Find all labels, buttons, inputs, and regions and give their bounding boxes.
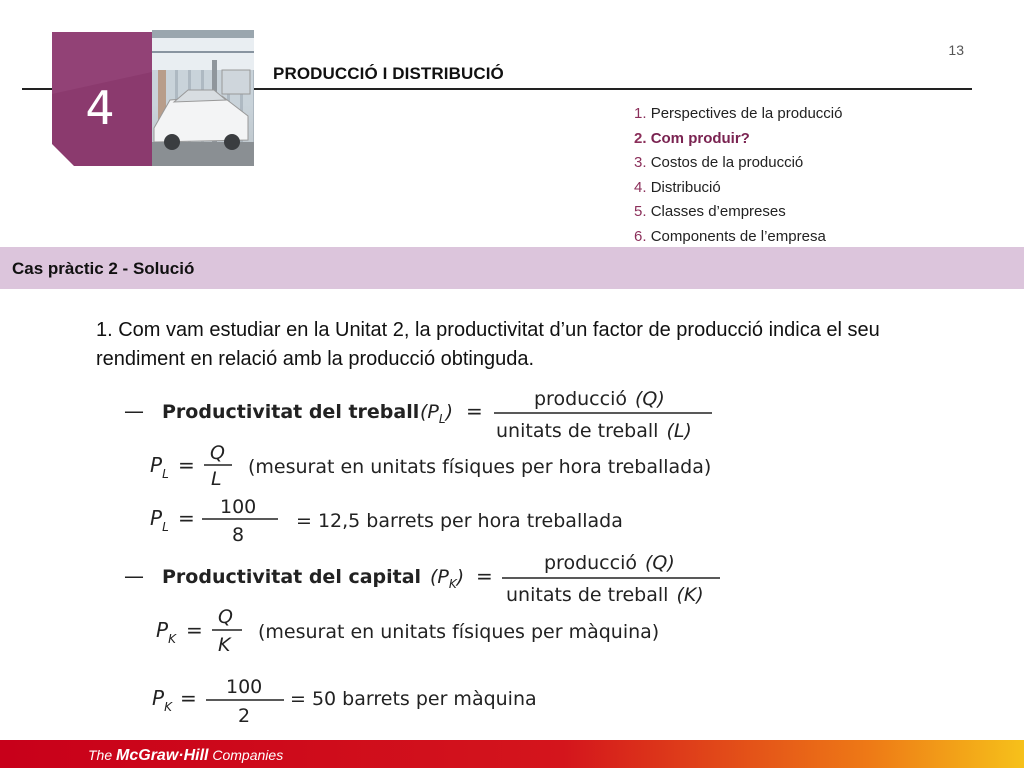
calc-numerator: 100 [220, 496, 257, 518]
toc-item-number: 2. [634, 129, 647, 147]
formula-close: ) [445, 401, 453, 423]
definition-numerator: Q [210, 442, 225, 464]
toc-item-number: 4. [634, 178, 647, 196]
unit-contents-list [634, 102, 842, 249]
publisher-logo [88, 747, 283, 765]
svg-text:PL: $P_L$ [150, 506, 169, 534]
svg-text:=: = [178, 453, 195, 477]
toc-item-label: Components de l’empresa [650, 227, 826, 245]
toc-item-label: Costos de la producció [650, 154, 804, 171]
car-assembly-illustration [152, 30, 254, 166]
formula-label: Productivitat del treball [162, 401, 420, 423]
toc-item-5[interactable] [634, 200, 842, 225]
logo-brand: McGraw·Hill [116, 747, 209, 764]
toc-item-2[interactable] [634, 127, 842, 152]
page-number: 13 [948, 42, 964, 58]
bullet-dash: — [124, 564, 144, 588]
svg-text:unitats de treball(L) [496, 420, 692, 442]
logo-post: Companies [208, 747, 284, 763]
toc-item-4[interactable] [634, 176, 842, 201]
svg-text:=: = [178, 506, 195, 530]
intro-paragraph: 1. Com vam estudiar en la Unitat 2, la productivitat d’un factor de producció indica el seu rendiment en relació amb la producció obtinguda. [96, 319, 880, 370]
definition-denominator: K [218, 634, 231, 656]
formula-close: ) [456, 566, 465, 588]
section-header-bar [0, 247, 1024, 289]
definition-subscript: K [168, 632, 176, 646]
definition-note: (mesurat en unitats físiques per màquina) [258, 621, 660, 643]
fraction-denominator: unitats de treball [506, 584, 669, 606]
calc-result: = 50 barrets per màquina [290, 688, 537, 710]
svg-text:producció(Q) [544, 552, 675, 574]
equals-sign: = [466, 399, 483, 423]
fraction-denominator-var: (L) [666, 420, 692, 442]
toc-item-number: 5. [634, 203, 647, 220]
formula-subscript: L [438, 412, 446, 426]
calc-numerator: 100 [226, 676, 263, 698]
productivity-formulas [110, 385, 750, 730]
toc-item-number: 3. [634, 154, 647, 171]
section-title: Cas pràctic 2 - Solució [12, 259, 195, 278]
svg-text:producció(Q) [534, 388, 665, 410]
definition-symbol: P [156, 618, 169, 642]
svg-text:PK [156, 618, 177, 646]
fraction-denominator: unitats de treball [496, 420, 659, 442]
definition-numerator: Q [218, 606, 233, 628]
logo-pre: The [88, 747, 117, 763]
toc-item-6[interactable] [634, 225, 842, 250]
footer-bar [0, 740, 1024, 768]
labor-productivity-formula [124, 388, 712, 546]
fraction-numerator: producció [534, 388, 627, 410]
svg-text:(PL) [420, 401, 453, 426]
bullet-dash: — [124, 399, 144, 423]
definition-denominator: L [211, 468, 222, 490]
formula-symbol: (P [430, 566, 449, 588]
svg-text:PK: $P_K$ [152, 686, 172, 714]
fraction-numerator-var: (Q) [644, 552, 675, 574]
svg-text:=: = [186, 618, 203, 642]
fraction-denominator-var: (K) [676, 584, 704, 606]
toc-item-label: Distribució [650, 178, 721, 196]
calc-result: = 12,5 barrets per hora treballada [296, 510, 623, 532]
calc-denominator: 2 [238, 705, 251, 727]
toc-item-label: Classes d’empreses [650, 203, 786, 220]
toc-item-label: Com produir? [650, 129, 750, 147]
svg-text:(PK) [430, 566, 464, 591]
definition-symbol: P [150, 453, 163, 477]
chapter-number: 4 [85, 81, 115, 135]
fraction-numerator: producció [544, 552, 637, 574]
chapter-badge [52, 32, 152, 166]
formula-symbol: (P [420, 401, 439, 423]
capital-productivity-formula [124, 552, 720, 727]
toc-item-number: 1. [634, 105, 647, 122]
unit-title: PRODUCCIÓ I DISTRIBUCIÓ [273, 64, 504, 83]
fraction-numerator-var: (Q) [634, 388, 665, 410]
svg-text:unitats de treball(K) [506, 584, 704, 606]
toc-item-label: Perspectives de la producció [650, 105, 843, 122]
factory-photo [152, 30, 254, 166]
formula-subscript: K [448, 577, 457, 591]
toc-item-number: 6. [634, 227, 647, 245]
definition-subscript: L [162, 467, 169, 481]
calc-denominator: 8 [232, 524, 245, 546]
equals-sign: = [476, 564, 493, 588]
svg-text:=: = [180, 686, 197, 710]
toc-item-3[interactable] [634, 151, 842, 176]
svg-text:PL [150, 453, 169, 481]
formula-label: Productivitat del capital [162, 566, 422, 588]
definition-note: (mesurat en unitats físiques per hora treballada) [248, 456, 712, 478]
toc-item-1[interactable] [634, 102, 842, 127]
